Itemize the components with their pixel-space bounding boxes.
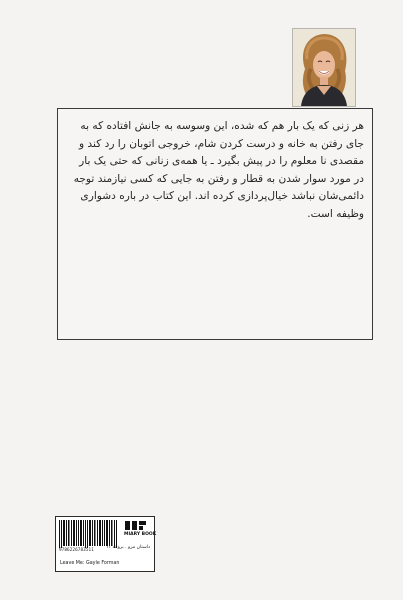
- author-photo: [292, 28, 356, 107]
- publisher-logo-text: MIARY BOOK: [124, 532, 157, 537]
- blurb-box: [57, 108, 373, 340]
- isbn-number: 9786226783511: [59, 548, 94, 553]
- publisher-logo-icon: [121, 520, 157, 542]
- author-portrait-image: [293, 29, 355, 106]
- publisher-series: داستان مرو . برونته ۱۱: [106, 545, 150, 550]
- original-title: Leave Me: Gayle Forman: [60, 561, 120, 566]
- blurb-text: هر زنی که یک بار هم که شده، این وسوسه به جانش افتاده که به جای رفتن به خانه و درست کردن شام، خروجی اتوبان را رد کند و مقصدی نا معلوم را در پیش بگیرد ـ یا همه‌ی زنانی که حتی یک بار در مورد سوار شدن به قطار و رفتن به جایی که کسی نیازمند توجه دائمی‌شان نباشد خیال‌پردازی کرده اند. این کتاب در باره دشواری وظیفه است.: [73, 120, 364, 220]
- barcode-box: [55, 516, 155, 572]
- barcode-icon: [59, 520, 117, 548]
